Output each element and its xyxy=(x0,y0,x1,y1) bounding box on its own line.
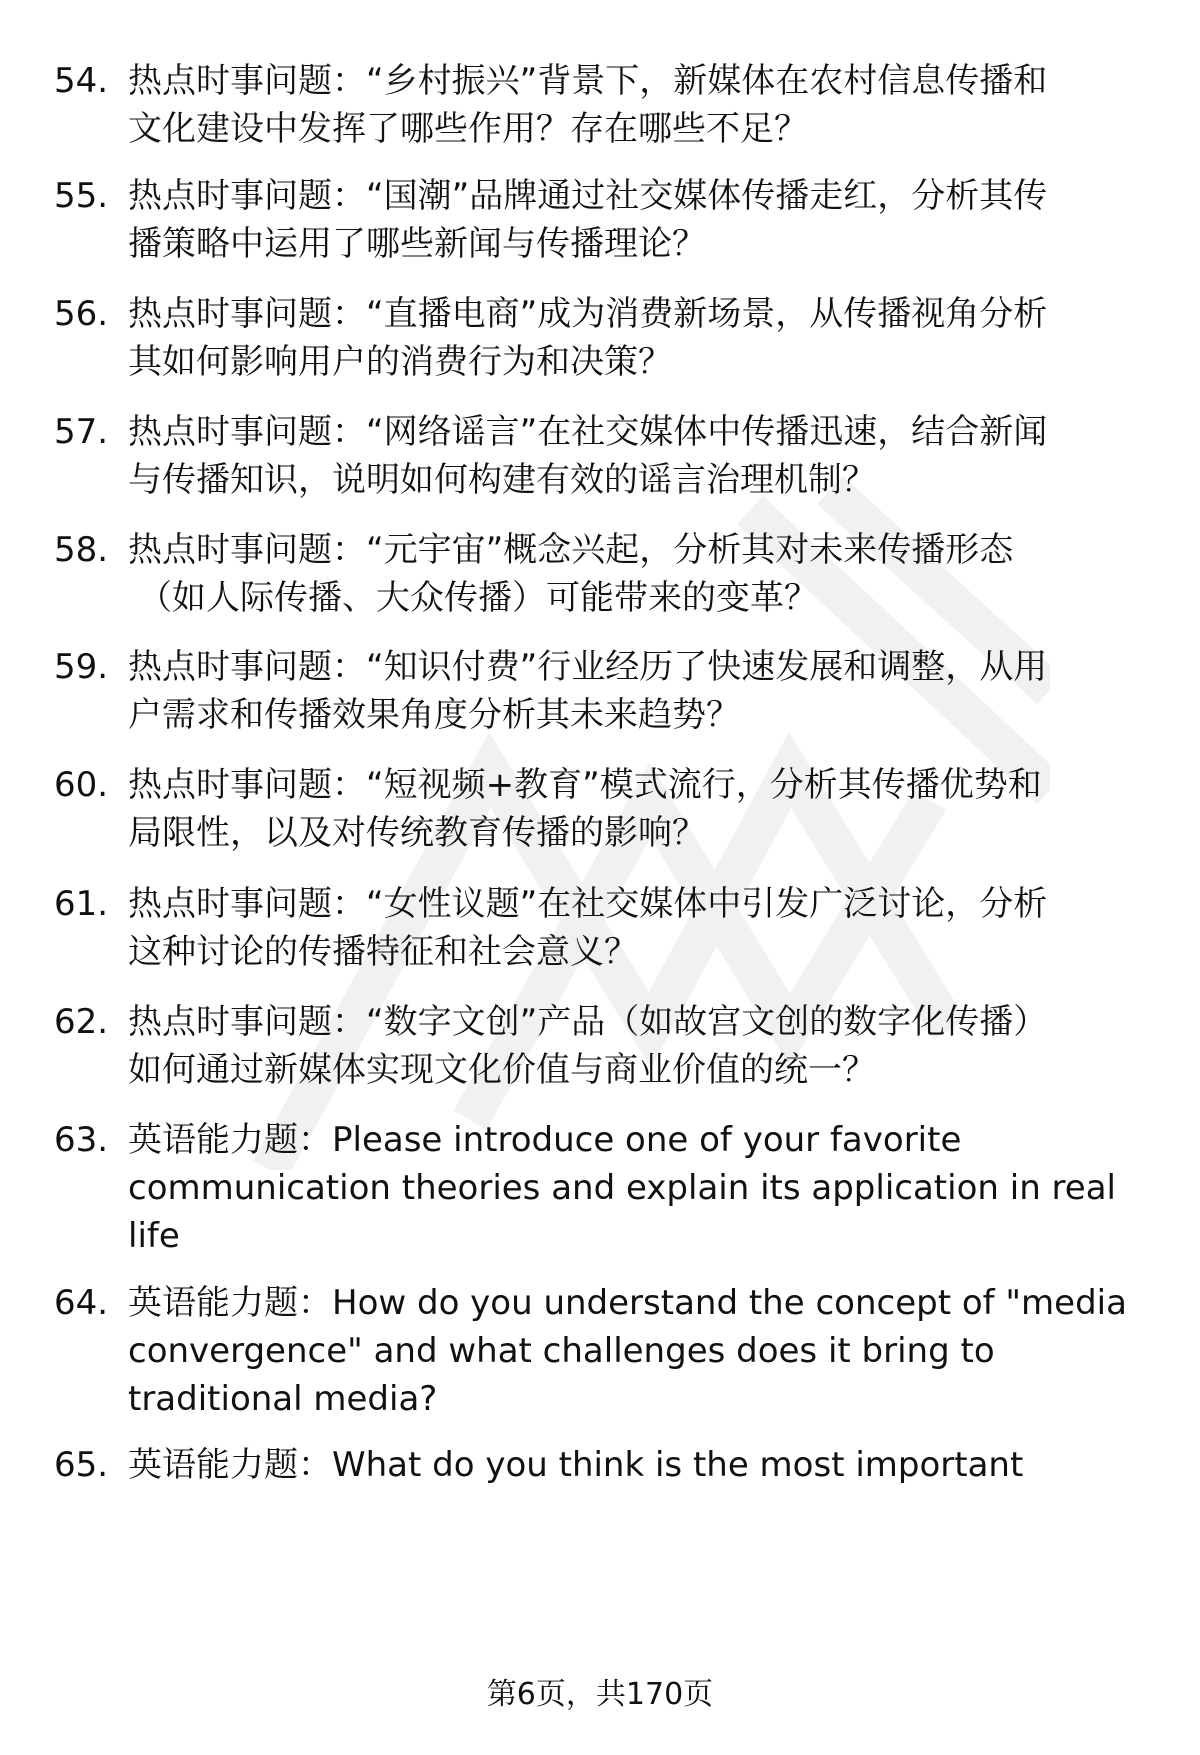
question-number: 59. xyxy=(54,647,109,687)
question-text-line: 如何通过新媒体实现文化价值与商业价值的统一？ xyxy=(128,1050,876,1090)
question-text-line: 热点时事问题：“数字文创”产品（如故宫文创的数字化传播） xyxy=(128,1002,1048,1042)
question-number: 54. xyxy=(54,61,109,101)
question-text-line: 热点时事问题：“乡村振兴”背景下，新媒体在农村信息传播和 xyxy=(128,61,1048,101)
question-number: 60. xyxy=(54,765,109,805)
question-text-line: 热点时事问题：“直播电商”成为消费新场景，从传播视角分析 xyxy=(128,294,1048,334)
question-text-line: life xyxy=(128,1216,180,1256)
page-number-footer: 第6页，共170页 xyxy=(486,1677,714,1712)
question-item-60 xyxy=(54,761,1164,857)
question-text-line: 热点时事问题：“女性议题”在社交媒体中引发广泛讨论，分析 xyxy=(128,884,1048,924)
question-item-54 xyxy=(54,57,1164,153)
question-number: 55. xyxy=(54,176,109,216)
question-item-59 xyxy=(54,643,1164,739)
question-text-line: 文化建设中发挥了哪些作用？存在哪些不足？ xyxy=(128,109,808,149)
question-item-57 xyxy=(54,408,1164,504)
question-text-line: 热点时事问题：“知识付费”行业经历了快速发展和调整，从用 xyxy=(128,647,1048,687)
question-text-line: 英语能力题：Please introduce one of your favorite xyxy=(128,1120,962,1160)
question-number: 56. xyxy=(54,294,109,334)
question-text-line: 热点时事问题：“国潮”品牌通过社交媒体传播走红，分析其传 xyxy=(128,176,1048,216)
question-item-55 xyxy=(54,172,1164,268)
question-text-line: 局限性，以及对传统教育传播的影响？ xyxy=(128,813,706,853)
question-number: 62. xyxy=(54,1002,109,1042)
question-text-line: 播策略中运用了哪些新闻与传播理论？ xyxy=(128,224,706,264)
question-text-line: communication theories and explain its application in real xyxy=(128,1168,1116,1208)
question-item-56 xyxy=(54,290,1164,386)
question-item-62 xyxy=(54,998,1164,1094)
question-text-line: convergence" and what challenges does it bring to xyxy=(128,1331,995,1371)
question-item-58 xyxy=(54,526,1164,622)
question-number: 61. xyxy=(54,884,109,924)
question-text-line: 英语能力题：What do you think is the most important xyxy=(128,1445,1024,1485)
question-text-line: 热点时事问题：“元宇宙”概念兴起，分析其对未来传播形态 xyxy=(128,530,1014,570)
question-text-line: 这种讨论的传播特征和社会意义？ xyxy=(128,932,638,972)
question-text-line: 热点时事问题：“网络谣言”在社交媒体中传播迅速，结合新闻 xyxy=(128,412,1048,452)
question-text-line: traditional media? xyxy=(128,1379,438,1419)
question-item-61 xyxy=(54,880,1164,976)
question-number: 58. xyxy=(54,530,109,570)
question-number: 57. xyxy=(54,412,109,452)
question-item-63 xyxy=(54,1116,1164,1260)
question-text-line: 英语能力题：How do you understand the concept of "media xyxy=(128,1283,1127,1323)
question-item-64 xyxy=(54,1279,1164,1423)
question-text-line: （如人际传播、大众传播）可能带来的变革？ xyxy=(138,578,818,618)
question-number: 65. xyxy=(54,1445,109,1485)
question-text-line: 与传播知识，说明如何构建有效的谣言治理机制？ xyxy=(128,460,876,500)
question-number: 64. xyxy=(54,1283,109,1323)
question-number: 63. xyxy=(54,1120,109,1160)
question-text-line: 热点时事问题：“短视频+教育”模式流行，分析其传播优势和 xyxy=(128,765,1042,805)
question-item-65 xyxy=(54,1441,1164,1489)
question-text-line: 其如何影响用户的消费行为和决策？ xyxy=(128,342,672,382)
question-text-line: 户需求和传播效果角度分析其未来趋势？ xyxy=(128,695,740,735)
